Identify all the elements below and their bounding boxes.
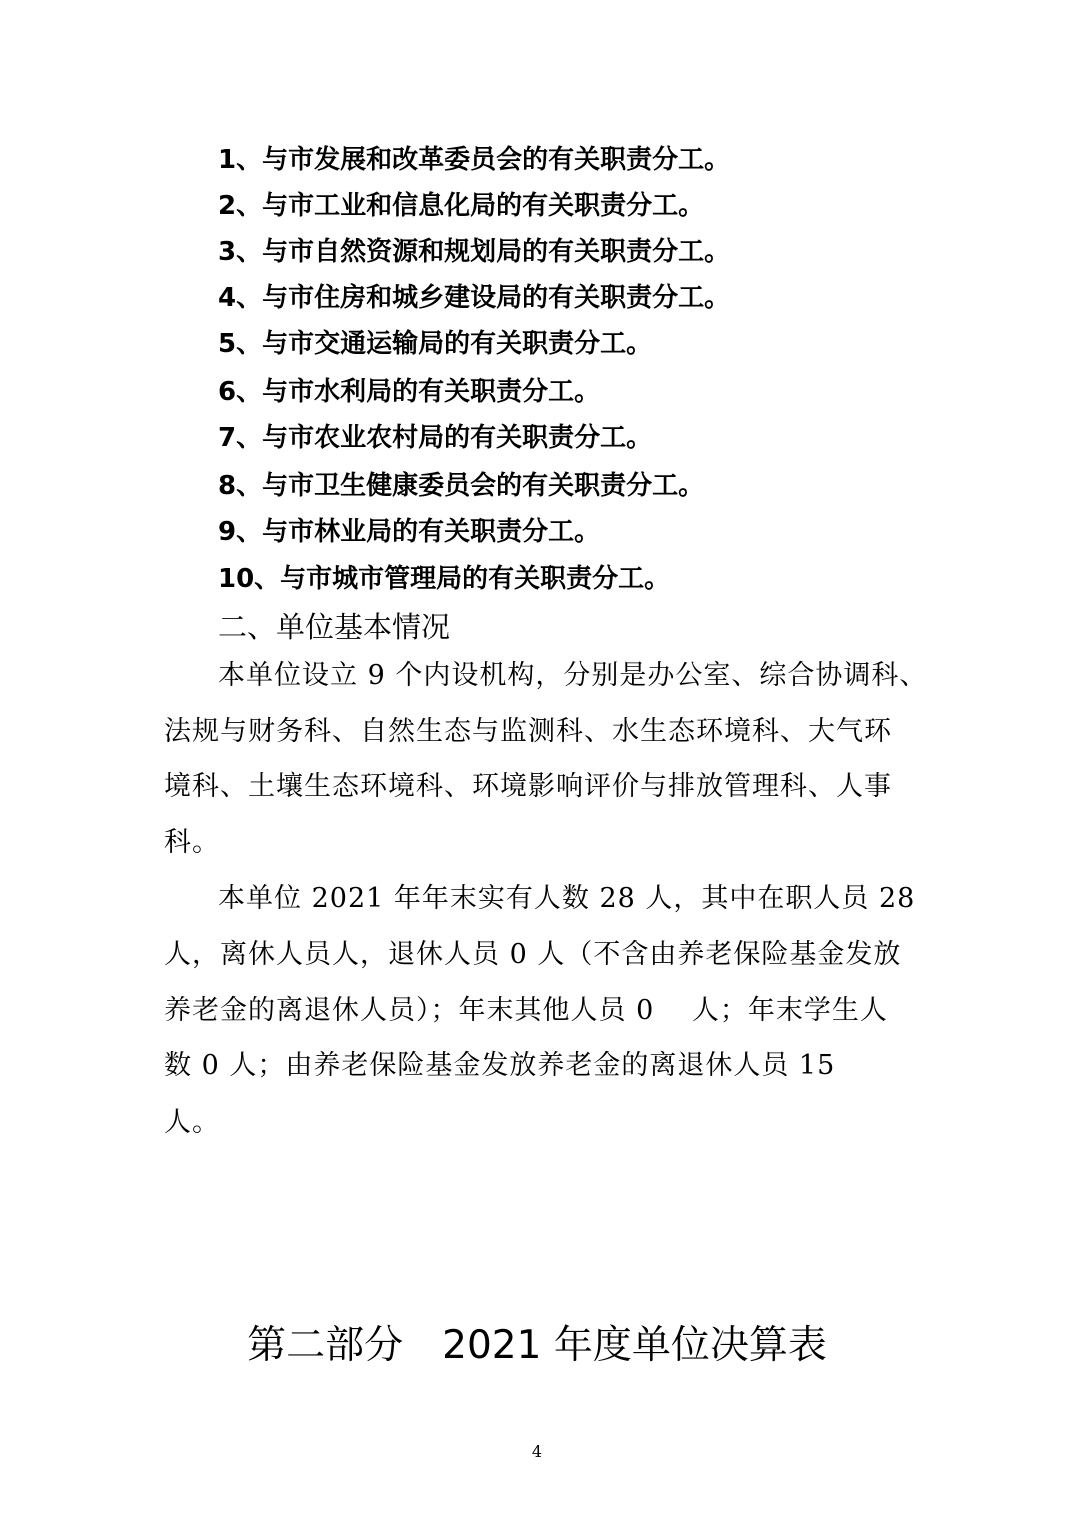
responsibility-item: 6、与市水利局的有关职责分工。 (218, 377, 601, 407)
paragraph-line: 人，离休人员人，退休人员 0 人（不含由养老保险基金发放 (164, 939, 902, 970)
responsibility-item: 8、与市卫生健康委员会的有关职责分工。 (218, 471, 705, 501)
responsibility-item: 2、与市工业和信息化局的有关职责分工。 (218, 191, 705, 221)
part-title: 第二部分 2021 年度单位决算表 (247, 1323, 827, 1368)
responsibility-item: 10、与市城市管理局的有关职责分工。 (218, 564, 671, 594)
paragraph-line: 数 0 人；由养老保险基金发放养老金的离退休人员 15 (164, 1050, 836, 1081)
responsibility-item: 7、与市农业农村局的有关职责分工。 (218, 423, 653, 453)
section-heading: 二、单位基本情况 (218, 610, 451, 644)
responsibility-item: 1、与市发展和改革委员会的有关职责分工。 (218, 145, 731, 175)
paragraph-line: 养老金的离退休人员）；年末其他人员 0 人；年末学生人 (164, 995, 888, 1026)
paragraph-line: 人。 (164, 1107, 220, 1138)
responsibility-item: 9、与市林业局的有关职责分工。 (218, 517, 601, 547)
paragraph-line: 本单位 2021 年年末实有人数 28 人，其中在职人员 28 (218, 883, 916, 914)
paragraph-line: 境科、土壤生态环境科、环境影响评价与排放管理科、人事 (164, 771, 892, 802)
page-number: 4 (531, 1442, 543, 1461)
paragraph-line: 科。 (164, 827, 220, 858)
responsibility-item: 3、与市自然资源和规划局的有关职责分工。 (218, 237, 731, 267)
paragraph-line: 本单位设立 9 个内设机构，分别是办公室、综合协调科、 (218, 660, 928, 691)
responsibility-item: 5、与市交通运输局的有关职责分工。 (218, 329, 653, 359)
paragraph-line: 法规与财务科、自然生态与监测科、水生态环境科、大气环 (164, 716, 892, 747)
responsibility-item: 4、与市住房和城乡建设局的有关职责分工。 (218, 283, 731, 313)
